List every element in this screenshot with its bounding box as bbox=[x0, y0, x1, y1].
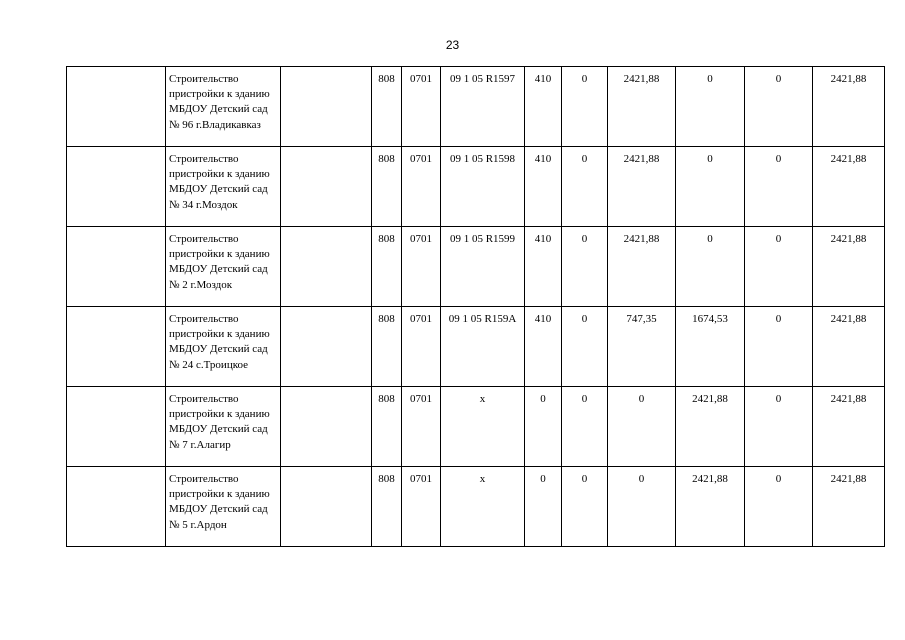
cell-empty-left bbox=[67, 467, 166, 547]
cell-total: 2421,88 bbox=[813, 227, 885, 307]
cell-empty-mid bbox=[281, 147, 372, 227]
cell-expense-type: 0 bbox=[525, 387, 562, 467]
cell-ministry-code: 808 bbox=[372, 387, 402, 467]
cell-value-2: 2421,88 bbox=[608, 147, 676, 227]
cell-value-1: 0 bbox=[562, 227, 608, 307]
table-row bbox=[67, 227, 885, 307]
cell-ministry-code: 808 bbox=[372, 67, 402, 147]
cell-expense-type: 410 bbox=[525, 147, 562, 227]
cell-value-4: 0 bbox=[745, 227, 813, 307]
cell-expense-type: 410 bbox=[525, 307, 562, 387]
cell-target-article: 09 1 05 R159A bbox=[441, 307, 525, 387]
cell-value-1: 0 bbox=[562, 467, 608, 547]
cell-empty-mid bbox=[281, 67, 372, 147]
cell-empty-mid bbox=[281, 467, 372, 547]
cell-value-1: 0 bbox=[562, 67, 608, 147]
cell-value-3: 2421,88 bbox=[676, 387, 745, 467]
cell-value-2: 0 bbox=[608, 387, 676, 467]
cell-total: 2421,88 bbox=[813, 67, 885, 147]
cell-empty-left bbox=[67, 227, 166, 307]
cell-object-name: Строительство пристройки к зданию МБДОУ Детский сад № 2 г.Моздок bbox=[166, 227, 281, 307]
cell-object-name: Строительство пристройки к зданию МБДОУ Детский сад № 34 г.Моздок bbox=[166, 147, 281, 227]
table-row bbox=[67, 387, 885, 467]
cell-empty-mid bbox=[281, 307, 372, 387]
cell-value-2: 0 bbox=[608, 467, 676, 547]
cell-value-3: 0 bbox=[676, 227, 745, 307]
cell-total: 2421,88 bbox=[813, 387, 885, 467]
budget-table bbox=[66, 66, 885, 547]
cell-section-code: 0701 bbox=[402, 227, 441, 307]
cell-object-name: Строительство пристройки к зданию МБДОУ Детский сад № 24 с.Троицкое bbox=[166, 307, 281, 387]
cell-value-1: 0 bbox=[562, 387, 608, 467]
cell-value-1: 0 bbox=[562, 307, 608, 387]
cell-empty-left bbox=[67, 147, 166, 227]
cell-value-3: 1674,53 bbox=[676, 307, 745, 387]
cell-expense-type: 410 bbox=[525, 67, 562, 147]
table-row bbox=[67, 307, 885, 387]
table-row bbox=[67, 67, 885, 147]
cell-object-name: Строительство пристройки к зданию МБДОУ Детский сад № 7 г.Алагир bbox=[166, 387, 281, 467]
cell-expense-type: 0 bbox=[525, 467, 562, 547]
cell-value-4: 0 bbox=[745, 307, 813, 387]
cell-value-3: 2421,88 bbox=[676, 467, 745, 547]
cell-total: 2421,88 bbox=[813, 147, 885, 227]
cell-empty-left bbox=[67, 387, 166, 467]
cell-value-4: 0 bbox=[745, 147, 813, 227]
cell-section-code: 0701 bbox=[402, 387, 441, 467]
cell-empty-left bbox=[67, 67, 166, 147]
cell-value-3: 0 bbox=[676, 67, 745, 147]
cell-total: 2421,88 bbox=[813, 307, 885, 387]
cell-target-article: х bbox=[441, 467, 525, 547]
cell-empty-left bbox=[67, 307, 166, 387]
cell-value-4: 0 bbox=[745, 67, 813, 147]
cell-target-article: 09 1 05 R1598 bbox=[441, 147, 525, 227]
cell-total: 2421,88 bbox=[813, 467, 885, 547]
cell-value-2: 2421,88 bbox=[608, 67, 676, 147]
cell-ministry-code: 808 bbox=[372, 147, 402, 227]
table-row bbox=[67, 147, 885, 227]
cell-target-article: х bbox=[441, 387, 525, 467]
cell-ministry-code: 808 bbox=[372, 467, 402, 547]
cell-expense-type: 410 bbox=[525, 227, 562, 307]
cell-value-2: 747,35 bbox=[608, 307, 676, 387]
cell-value-3: 0 bbox=[676, 147, 745, 227]
cell-value-4: 0 bbox=[745, 467, 813, 547]
cell-empty-mid bbox=[281, 227, 372, 307]
table-row bbox=[67, 467, 885, 547]
table-body bbox=[67, 67, 885, 547]
cell-empty-mid bbox=[281, 387, 372, 467]
cell-section-code: 0701 bbox=[402, 467, 441, 547]
cell-value-1: 0 bbox=[562, 147, 608, 227]
cell-object-name: Строительство пристройки к зданию МБДОУ Детский сад № 96 г.Владикавказ bbox=[166, 67, 281, 147]
cell-target-article: 09 1 05 R1599 bbox=[441, 227, 525, 307]
cell-value-4: 0 bbox=[745, 387, 813, 467]
cell-ministry-code: 808 bbox=[372, 307, 402, 387]
cell-section-code: 0701 bbox=[402, 147, 441, 227]
cell-object-name: Строительство пристройки к зданию МБДОУ Детский сад № 5 г.Ардон bbox=[166, 467, 281, 547]
cell-value-2: 2421,88 bbox=[608, 227, 676, 307]
cell-section-code: 0701 bbox=[402, 67, 441, 147]
cell-section-code: 0701 bbox=[402, 307, 441, 387]
cell-ministry-code: 808 bbox=[372, 227, 402, 307]
page-number: 23 bbox=[445, 38, 460, 52]
cell-target-article: 09 1 05 R1597 bbox=[441, 67, 525, 147]
